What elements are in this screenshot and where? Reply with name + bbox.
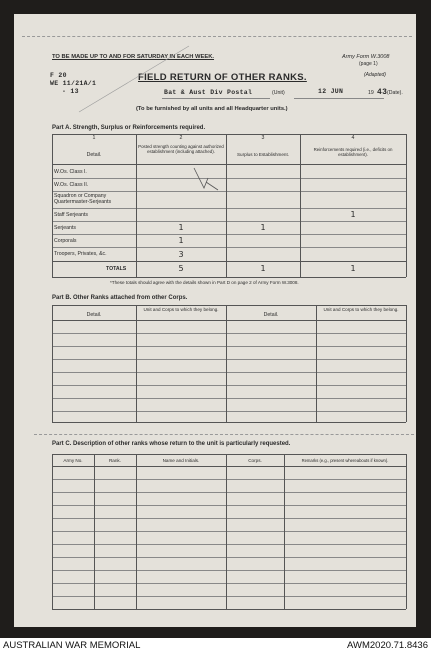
part-b-row-rule: [52, 398, 406, 399]
total-reinf: 1: [350, 264, 356, 273]
fold-line: [22, 36, 412, 37]
col-header-detail: Detail.: [86, 152, 102, 158]
part-a-vrule: [136, 134, 137, 277]
part-b-row-rule: [52, 385, 406, 386]
pencil-tick: [192, 164, 222, 194]
totals-top-rule: [52, 261, 406, 262]
row-rule: [52, 234, 406, 235]
instruction-text: TO BE MADE UP TO AND FOR SATURDAY IN EACH WEEK.: [52, 54, 215, 60]
total-surplus: 1: [260, 264, 266, 273]
pencil-strike: [74, 44, 194, 114]
page-indicator: (page 1): [359, 61, 378, 67]
part-b-col-detail-1: Detail.: [86, 312, 102, 318]
part-c-top-rule: [52, 454, 406, 455]
footer-accession-number: AWM2020.71.8436: [347, 640, 428, 651]
part-c-bottom-rule: [52, 609, 406, 610]
date-label: (Date).: [387, 90, 403, 96]
form-sheet: [14, 14, 416, 627]
row-detail-sgt: Serjeants: [54, 225, 76, 231]
totals-label: TOTALS: [106, 266, 127, 272]
row-rule: [52, 208, 406, 209]
form-title: FIELD RETURN OF OTHER RANKS.: [138, 72, 307, 83]
row-rule: [52, 221, 406, 222]
row-detail-wo1: W.Os. Class I.: [54, 169, 87, 175]
part-c-col-rank: Rank.: [108, 458, 121, 463]
part-b-header-rule: [52, 320, 406, 321]
part-c-col-name: Name and Initials.: [162, 458, 200, 463]
row-detail-cpl: Corporals: [54, 238, 77, 244]
part-a-heading: Part A. Strength, Surplus or Reinforcements required.: [52, 125, 206, 131]
col-number-2: 2: [179, 135, 183, 141]
form-number: Army Form W.3008: [342, 54, 390, 60]
col-header-reinf: Reinforcements required (i.e., deficits on establishment).: [313, 147, 393, 157]
part-c-header-rule: [52, 466, 406, 467]
archive-footer: [0, 638, 431, 653]
part-c-row-rule: [52, 531, 406, 532]
row-rule: [52, 191, 406, 192]
part-c-vrule: [226, 454, 227, 609]
part-a-vrule: [300, 134, 301, 277]
part-b-row-rule: [52, 359, 406, 360]
part-c-col-remarks: Remarks (e.g., present whereabouts if known).: [301, 458, 389, 463]
total-posted: 5: [178, 264, 184, 273]
part-c-row-rule: [52, 570, 406, 571]
value-sgt-surplus: 1: [260, 223, 266, 232]
reference-line-1: F 20: [50, 72, 67, 79]
part-b-top-rule: [52, 305, 406, 306]
part-c-col-armyno: Army No.: [63, 458, 83, 463]
row-rule: [52, 178, 406, 179]
part-a-vrule: [226, 134, 227, 277]
part-b-col-detail-2: Detail.: [263, 312, 279, 318]
part-c-row-rule: [52, 583, 406, 584]
adapted-label: (Adapted): [364, 72, 386, 78]
part-b-row-rule: [52, 333, 406, 334]
part-b-vrule: [406, 305, 407, 422]
part-b-row-rule: [52, 372, 406, 373]
col-number-4: 4: [351, 135, 355, 141]
date-value: 12 JUN: [318, 88, 344, 95]
value-cpl-posted: 1: [178, 236, 184, 245]
reference-line-2: WE 11/21A/1: [50, 80, 97, 87]
row-detail-wo2: W.Os. Class II.: [54, 182, 89, 188]
part-c-vrule: [94, 454, 95, 609]
part-c-vrule: [52, 454, 53, 609]
part-c-row-rule: [52, 557, 406, 558]
part-c-vrule: [406, 454, 407, 609]
part-b-vrule: [316, 305, 317, 422]
date-underline: [294, 98, 384, 99]
value-sgt-posted: 1: [178, 223, 184, 232]
part-c-row-rule: [52, 544, 406, 545]
part-b-vrule: [226, 305, 227, 422]
part-c-row-rule: [52, 492, 406, 493]
part-b-col-unit-1: Unit and Corps to which they belong.: [143, 307, 219, 312]
row-detail-ssgt: Staff Serjeants: [54, 212, 88, 218]
row-detail-cqms: Squadron or Company Quartermaster-Serjeants: [54, 193, 112, 205]
reference-line-3: - 13: [62, 88, 79, 95]
unit-value: Bat & Aust Div Postal: [164, 89, 253, 96]
col-header-posted: Posted strength counting against authorized establishment (including attached).: [138, 144, 224, 154]
part-a-header-rule: [52, 164, 406, 165]
part-b-bottom-rule: [52, 422, 406, 423]
row-detail-pte: Troopers, Privates, &c.: [54, 251, 107, 257]
part-c-row-rule: [52, 518, 406, 519]
part-b-vrule: [136, 305, 137, 422]
part-a-note: *These totals should agree with the details shown in Part D on page 2 of Army Form W.3008.: [110, 280, 299, 285]
part-b-col-unit-2: Unit and Corps to which they belong.: [323, 307, 399, 312]
part-b-row-rule: [52, 411, 406, 412]
part-c-row-rule: [52, 596, 406, 597]
part-a-vrule: [406, 134, 407, 277]
part-c-col-corps: Corps.: [248, 458, 262, 463]
row-rule: [52, 247, 406, 248]
part-c-vrule: [284, 454, 285, 609]
value-ssgt-reinf: 1: [350, 210, 356, 219]
part-b-heading: Part B. Other Ranks attached from other Corps.: [52, 295, 188, 301]
part-c-row-rule: [52, 479, 406, 480]
col-header-surplus: Surplus to Establishment.: [236, 152, 290, 157]
value-pte-posted: 3: [178, 250, 184, 259]
part-b-row-rule: [52, 346, 406, 347]
col-number-3: 3: [261, 135, 265, 141]
unit-label: (Unit): [272, 90, 285, 96]
form-subtitle: (To be furnished by all units and all Headquarter units.): [136, 106, 288, 112]
part-c-heading: Part C. Description of other ranks whose return to the unit is particularly requested.: [52, 441, 291, 447]
part-b-vrule: [52, 305, 53, 422]
part-c-row-rule: [52, 505, 406, 506]
totals-bottom-rule: [52, 277, 406, 278]
year-value: 43: [377, 88, 388, 97]
footer-institution: AUSTRALIAN WAR MEMORIAL: [3, 640, 141, 651]
part-a-vrule: [52, 134, 53, 277]
fold-line: [34, 434, 414, 435]
col-number-1: 1: [92, 135, 96, 141]
part-c-vrule: [136, 454, 137, 609]
date-prefix: 19: [368, 90, 374, 96]
